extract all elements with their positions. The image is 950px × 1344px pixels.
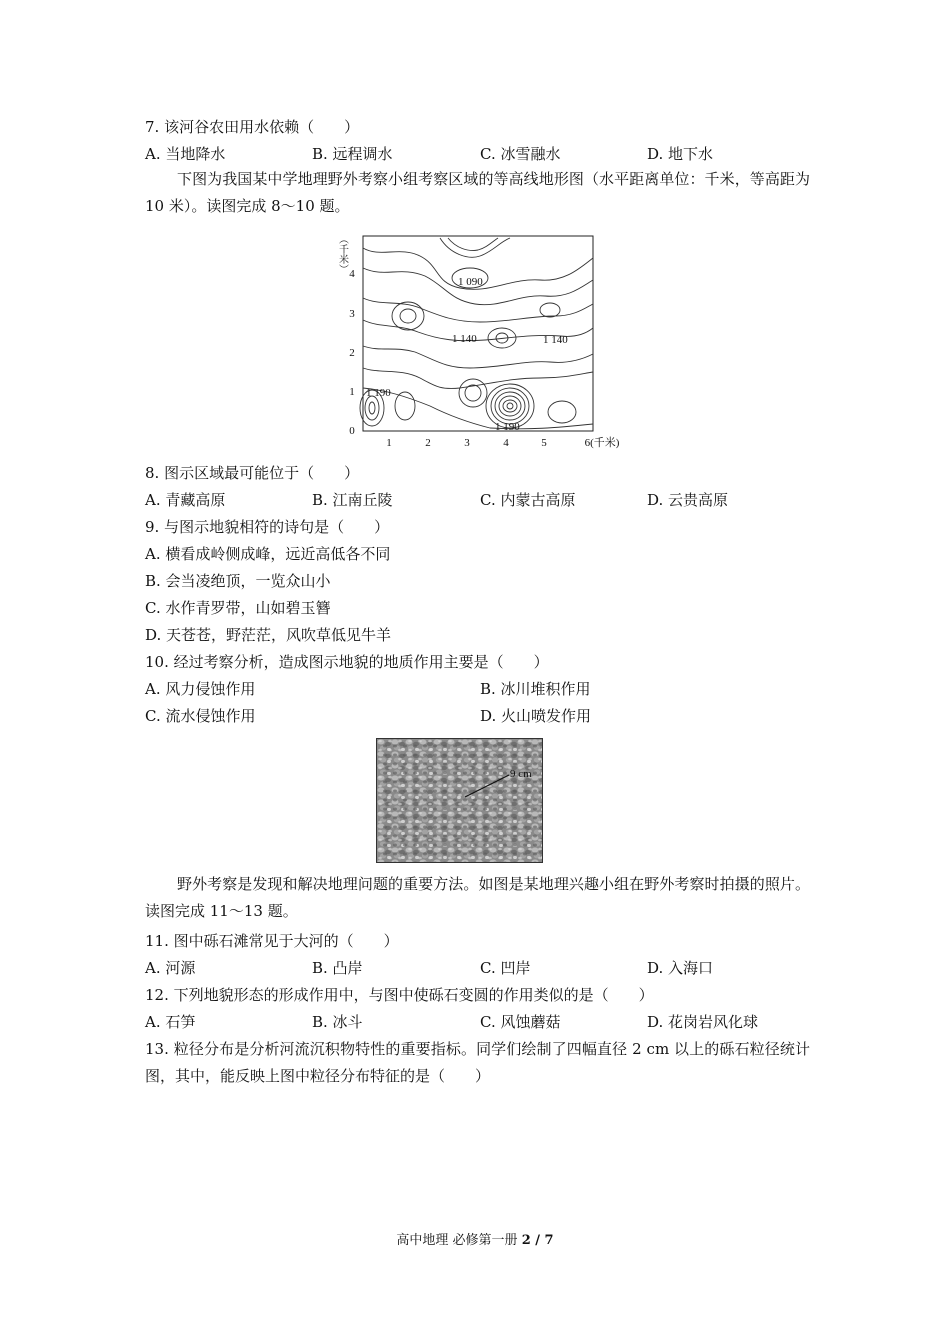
contour-label-1140-right: 1 140 [543,334,568,346]
q8-option-d: D. 云贵高原 [647,491,729,509]
question-12-stem: 12. 下列地貌形态的形成作用中，与图中使砾石变圆的作用类似的是（ ） [145,986,654,1004]
q8-option-a: A. 青藏高原 [145,491,226,509]
q11-option-a: A. 河源 [145,959,196,977]
q7-option-d: D. 地下水 [647,145,714,163]
q11-option-c: C. 凹岸 [480,959,531,977]
x-axis-label: 6(千米) [584,437,620,449]
contour-label-1190-left: 1 190 [366,387,391,399]
x-tick-5: 5 [541,437,547,449]
q9-option-a: A. 横看成岭侧成峰，远近高低各不同 [145,545,391,563]
q7-option-b: B. 远程调水 [312,145,393,163]
intro-paragraph-2: 野外考察是发现和解决地理问题的重要方法。如图是某地理兴趣小组在野外考察时拍摄的照片。读图完成 11～13 题。 [145,875,810,920]
question-7-stem: 7. 该河谷农田用水依赖（ ） [145,118,360,136]
x-tick-3: 3 [464,437,470,449]
q12-option-d: D. 花岗岩风化球 [647,1013,759,1031]
y-tick-1: 1 [349,386,355,398]
q9-option-c: C. 水作青罗带，山如碧玉簪 [145,599,331,617]
contour-label-1140-left: 1 140 [452,333,477,345]
footer-book-title: 高中地理 必修第一册 [396,1233,518,1248]
x-tick-4: 4 [503,437,509,449]
q12-option-c: C. 风蚀蘑菇 [480,1013,561,1031]
y-tick-4: 4 [349,268,355,280]
q7-option-a: A. 当地降水 [145,145,226,163]
q9-option-d: D. 天苍苍，野茫茫，风吹草低见牛羊 [145,626,392,644]
page-footer [0,1232,950,1250]
q10-option-b: B. 冰川堆积作用 [480,680,591,698]
question-9-stem: 9. 与图示地貌相符的诗句是（ ） [145,518,390,536]
contour-map [336,228,630,453]
gravel-photo [376,738,543,863]
question-13-stem: 13. 粒径分布是分析河流沉积物特性的重要指标。同学们绘制了四幅直径 2 cm 以上的砾石粒径统计图，其中，能反映上图中粒径分布特征的是（ ） [145,1040,810,1085]
q11-option-d: D. 入海口 [647,959,714,977]
y-tick-0: 0 [349,425,355,437]
q9-option-b: B. 会当凌绝顶，一览众山小 [145,572,331,590]
contour-label-1090: 1 090 [458,276,483,288]
x-tick-1: 1 [386,437,392,449]
q10-option-c: C. 流水侵蚀作用 [145,707,256,725]
y-tick-3: 3 [349,308,355,320]
y-tick-2: 2 [349,347,355,359]
x-tick-2: 2 [425,437,431,449]
q10-option-d: D. 火山喷发作用 [480,707,592,725]
q8-option-c: C. 内蒙古高原 [480,491,576,509]
q8-option-b: B. 江南丘陵 [312,491,393,509]
page-number: 2 / 7 [521,1233,554,1248]
q11-option-b: B. 凸岸 [312,959,363,977]
photo-scale-label: 9 cm [510,768,532,780]
question-8-stem: 8. 图示区域最可能位于（ ） [145,464,360,482]
contour-label-1190-bottom: 1 190 [495,421,520,433]
q12-option-a: A. 石笋 [145,1013,196,1031]
intro-paragraph-1: 下图为我国某中学地理野外考察小组考察区域的等高线地形图（水平距离单位：千米，等高距为 10 米）。读图完成 8～10 题。 [145,170,810,215]
question-10-stem: 10. 经过考察分析，造成图示地貌的地质作用主要是（ ） [145,653,549,671]
y-axis-label: （千米） [336,234,348,274]
q10-option-a: A. 风力侵蚀作用 [145,680,256,698]
question-11-stem: 11. 图中砾石滩常见于大河的（ ） [145,932,399,950]
q12-option-b: B. 冰斗 [312,1013,363,1031]
q7-option-c: C. 冰雪融水 [480,145,561,163]
